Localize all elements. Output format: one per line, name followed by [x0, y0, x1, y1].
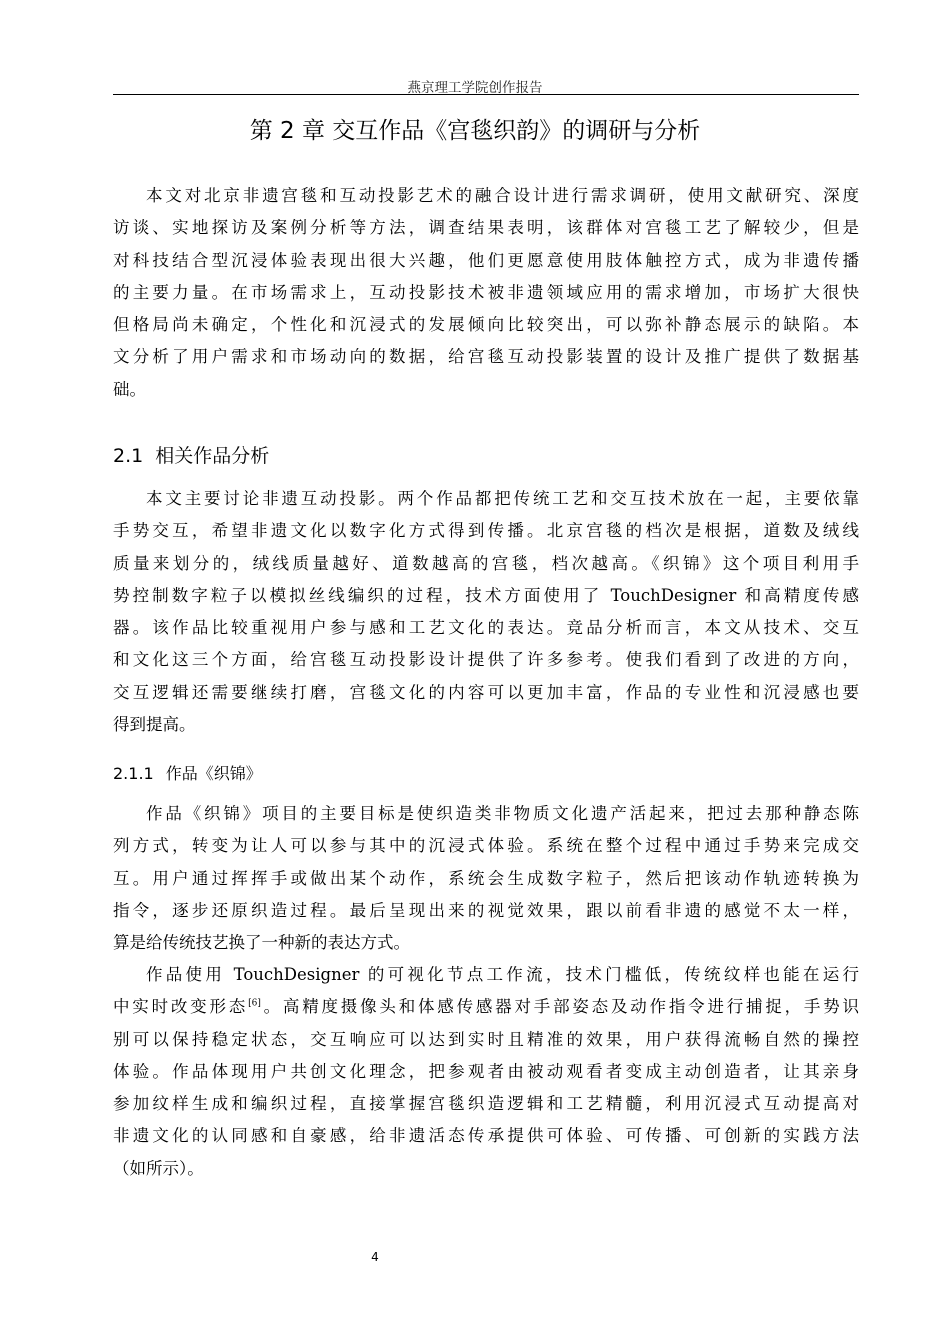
text-line: 指令，逐步还原织造过程。最后呈现出来的视觉效果，跟以前看非遗的感觉不太一样， [113, 900, 859, 920]
chapter-title: 第 2 章 交互作品《宫毯织韵》的调研与分析 [249, 118, 701, 144]
text-line: 作品使用 TouchDesigner 的可视化节点工作流，技术门槛低，传统纹样也能在运行 [146, 965, 859, 984]
section-title: 相关作品分析 [155, 445, 270, 467]
text-line: 交互逻辑还需要继续打磨，宫毯文化的内容可以更加丰富，作品的专业性和沉浸感也要 [113, 682, 859, 702]
text-line: 础。 [113, 379, 146, 399]
section-number: 2.1 [113, 445, 144, 467]
text-line: 势控制数字粒子以模拟丝线编织的过程，技术方面使用了 TouchDesigner 和高精度传感 [113, 585, 859, 605]
intro-paragraph [113, 180, 859, 406]
subsection-heading-2-1-1 [113, 762, 262, 786]
text-line: 参加纹样生成和编织过程，直接掌握宫毯织造逻辑和工艺精髓，利用沉浸式互动提高对 [113, 1094, 859, 1114]
text-line: 本文主要讨论非遗互动投影。两个作品都把传统工艺和交互技术放在一起，主要依靠 [146, 489, 859, 508]
text-line: 算是给传统技艺换了一种新的表达方式。 [113, 933, 410, 953]
text-line: 文分析了用户需求和市场动向的数据，给宫毯互动投影装置的设计及推广提供了数据基 [113, 347, 859, 367]
text-line: 访谈、实地探访及案例分析等方法，调查结果表明，该群体对宫毯工艺了解较少，但是 [113, 218, 859, 238]
section-2-1-1-paragraph-1 [113, 798, 859, 959]
page-number: 4 [371, 1250, 379, 1264]
text-line: 别可以保持稳定状态，交互响应可以达到实时且精准的效果，用户获得流畅自然的操控 [113, 1029, 859, 1049]
text-line: 但格局尚未确定，个性化和沉浸式的发展倾向比较突出，可以弥补静态展示的缺陷。本 [113, 315, 859, 335]
citation-reference: [6] [248, 998, 261, 1009]
text-line: 对科技结合型沉浸体验表现出很大兴趣，他们更愿意使用肢体触控方式，成为非遗传播 [113, 250, 859, 270]
text-segment: 中实时改变形态 [113, 997, 249, 1017]
text-line: 非遗文化的认同感和自豪感，给非遗活态传承提供可体验、可传播、可创新的实践方法 [113, 1126, 859, 1146]
section-2-1-1-paragraph-2 [113, 959, 859, 1185]
text-line: 本文对北京非遗宫毯和互动投影艺术的融合设计进行需求调研，使用文献研究、深度 [146, 186, 859, 205]
section-2-1-paragraph [113, 483, 859, 741]
text-line: 列方式，转变为让人可以参与其中的沉浸式体验。系统在整个过程中通过手势来完成交 [113, 836, 859, 856]
section-heading-2-1 [113, 443, 269, 469]
subsection-number: 2.1.1 [113, 764, 154, 783]
text-line [113, 991, 859, 1023]
header-title: 燕京理工学院创作报告 [407, 80, 543, 96]
text-line: 作品《织锦》项目的主要目标是使织造类非物质文化遗产活起来，把过去那种静态陈 [146, 804, 859, 823]
header-divider [113, 94, 859, 95]
text-line: 互。用户通过挥挥手或做出某个动作，系统会生成数字粒子，然后把该动作轨迹转换为 [113, 868, 859, 888]
text-line: 手势交互，希望非遗文化以数字化方式得到传播。北京宫毯的档次是根据，道数及绒线 [113, 521, 859, 541]
text-line: 体验。作品体现用户共创文化理念，把参观者由被动观看者变成主动创造者，让其亲身 [113, 1061, 859, 1081]
text-line: 和文化这三个方面，给宫毯互动投影设计提供了许多参考。使我们看到了改进的方向， [113, 650, 859, 670]
text-line: （如所示）。 [113, 1158, 204, 1178]
text-line: 得到提高。 [113, 715, 196, 735]
subsection-title: 作品《织锦》 [165, 764, 262, 783]
text-line: 的主要力量。在市场需求上，互动投影技术被非遗领域应用的需求增加，市场扩大很快 [113, 282, 859, 302]
text-line: 器。该作品比较重视用户参与感和工艺文化的表达。竞品分析而言，本文从技术、交互 [113, 618, 859, 638]
text-line: 质量来划分的，绒线质量越好、道数越高的宫毯，档次越高。《织锦》这个项目利用手 [113, 553, 859, 573]
text-segment: 。高精度摄像头和体感传感器对手部姿态及动作指令进行捕捉，手势识 [260, 997, 860, 1017]
